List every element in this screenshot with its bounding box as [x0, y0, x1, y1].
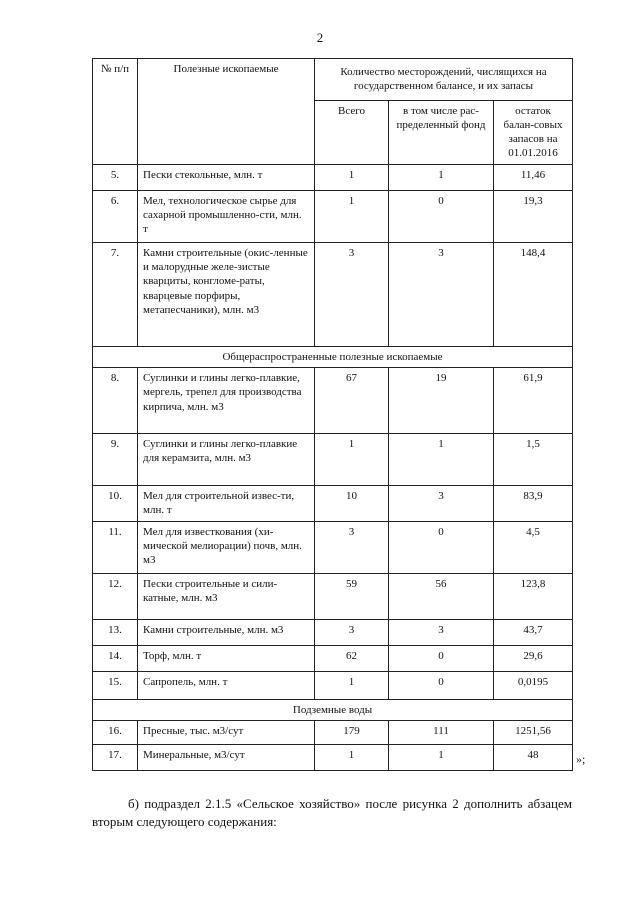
deposits-total: 1	[315, 671, 389, 699]
row-number: 9.	[93, 434, 138, 486]
mineral-name: Камни строительные, млн. м3	[138, 619, 315, 645]
deposits-total: 3	[315, 242, 389, 346]
table-row	[93, 521, 573, 573]
table-row	[93, 619, 573, 645]
deposits-total: 10	[315, 486, 389, 522]
table-row	[93, 190, 573, 242]
deposits-distributed: 1	[389, 164, 494, 190]
mineral-name: Суглинки и глины легко-плавкие, мергель, трепел для производства кирпича, млн. м3	[138, 368, 315, 434]
table-row	[93, 368, 573, 434]
mineral-resources-table	[92, 58, 573, 771]
deposits-total: 1	[315, 164, 389, 190]
table-row	[93, 671, 573, 699]
reserves-balance: 11,46	[494, 164, 573, 190]
reserves-balance: 123,8	[494, 573, 573, 619]
deposits-total: 59	[315, 573, 389, 619]
table-row	[93, 486, 573, 522]
row-number: 16.	[93, 720, 138, 744]
mineral-name: Мел, технологическое сырье для сахарной промышленно-сти, млн. т	[138, 190, 315, 242]
row-number: 14.	[93, 645, 138, 671]
reserves-balance: 61,9	[494, 368, 573, 434]
amendment-paragraph: б) подраздел 2.1.5 «Сельское хозяйство» после рисунка 2 дополнить абзацем вторым следующего содержания:	[92, 796, 572, 829]
mineral-name: Мел для известкования (хи-мической мелиорации) почв, млн. м3	[138, 521, 315, 573]
deposits-distributed: 19	[389, 368, 494, 434]
deposits-distributed: 1	[389, 744, 494, 770]
deposits-total: 67	[315, 368, 389, 434]
table-row	[93, 744, 573, 770]
reserves-balance: 29,6	[494, 645, 573, 671]
deposits-distributed: 0	[389, 671, 494, 699]
table-row	[93, 242, 573, 346]
header-mineral: Полезные ископаемые	[138, 59, 315, 165]
row-number: 7.	[93, 242, 138, 346]
deposits-distributed: 1	[389, 434, 494, 486]
table-row	[93, 720, 573, 744]
row-number: 11.	[93, 521, 138, 573]
row-number: 5.	[93, 164, 138, 190]
row-number: 8.	[93, 368, 138, 434]
section-common-minerals: Общераспространенные полезные ископаемые	[93, 346, 573, 367]
row-number: 13.	[93, 619, 138, 645]
section-row	[93, 699, 573, 720]
deposits-distributed: 0	[389, 190, 494, 242]
reserves-balance: 83,9	[494, 486, 573, 522]
deposits-distributed: 3	[389, 242, 494, 346]
row-number: 17.	[93, 744, 138, 770]
reserves-balance: 43,7	[494, 619, 573, 645]
deposits-distributed: 0	[389, 521, 494, 573]
mineral-name: Сапропель, млн. т	[138, 671, 315, 699]
deposits-total: 1	[315, 744, 389, 770]
mineral-name: Минеральные, м3/сут	[138, 744, 315, 770]
mineral-name: Суглинки и глины легко-плавкие для керамзита, млн. м3	[138, 434, 315, 486]
reserves-balance: 19,3	[494, 190, 573, 242]
deposits-distributed: 56	[389, 573, 494, 619]
row-number: 10.	[93, 486, 138, 522]
deposits-total: 62	[315, 645, 389, 671]
reserves-balance: 1,5	[494, 434, 573, 486]
section-groundwater: Подземные воды	[93, 699, 573, 720]
mineral-name: Пресные, тыс. м3/сут	[138, 720, 315, 744]
header-distributed: в том числе рас-пределенный фонд	[389, 100, 494, 164]
section-row	[93, 346, 573, 367]
reserves-balance: 148,4	[494, 242, 573, 346]
closing-quote: »;	[576, 752, 586, 766]
deposits-distributed: 3	[389, 486, 494, 522]
row-number: 6.	[93, 190, 138, 242]
deposits-total: 3	[315, 619, 389, 645]
deposits-total: 1	[315, 190, 389, 242]
header-balance: остаток балан-совых запасов на 01.01.2016	[494, 100, 573, 164]
header-num: № п/п	[93, 59, 138, 165]
deposits-distributed: 3	[389, 619, 494, 645]
mineral-name: Мел для строительной извес-ти, млн. т	[138, 486, 315, 522]
reserves-balance: 1251,56	[494, 720, 573, 744]
mineral-name: Пески стекольные, млн. т	[138, 164, 315, 190]
table-row	[93, 164, 573, 190]
header-total: Всего	[315, 100, 389, 164]
table-row	[93, 645, 573, 671]
header-group: Количество месторождений, числящихся на государственном балансе, и их запасы	[315, 59, 573, 101]
reserves-balance: 4,5	[494, 521, 573, 573]
reserves-balance: 0,0195	[494, 671, 573, 699]
page-number: 2	[316, 30, 324, 45]
deposits-total: 1	[315, 434, 389, 486]
table-row	[93, 573, 573, 619]
deposits-total: 3	[315, 521, 389, 573]
deposits-distributed: 111	[389, 720, 494, 744]
header-row-1	[93, 59, 573, 101]
row-number: 15.	[93, 671, 138, 699]
reserves-balance: 48	[494, 744, 573, 770]
deposits-total: 179	[315, 720, 389, 744]
mineral-name: Торф, млн. т	[138, 645, 315, 671]
mineral-name: Пески строительные и сили-катные, млн. м3	[138, 573, 315, 619]
mineral-name: Камни строительные (окис-ленные и малорудные желе-зистые кварциты, конгломе-раты, кварцевые порфиры, метапесчаники), млн. м3	[138, 242, 315, 346]
deposits-distributed: 0	[389, 645, 494, 671]
row-number: 12.	[93, 573, 138, 619]
table-row	[93, 434, 573, 486]
